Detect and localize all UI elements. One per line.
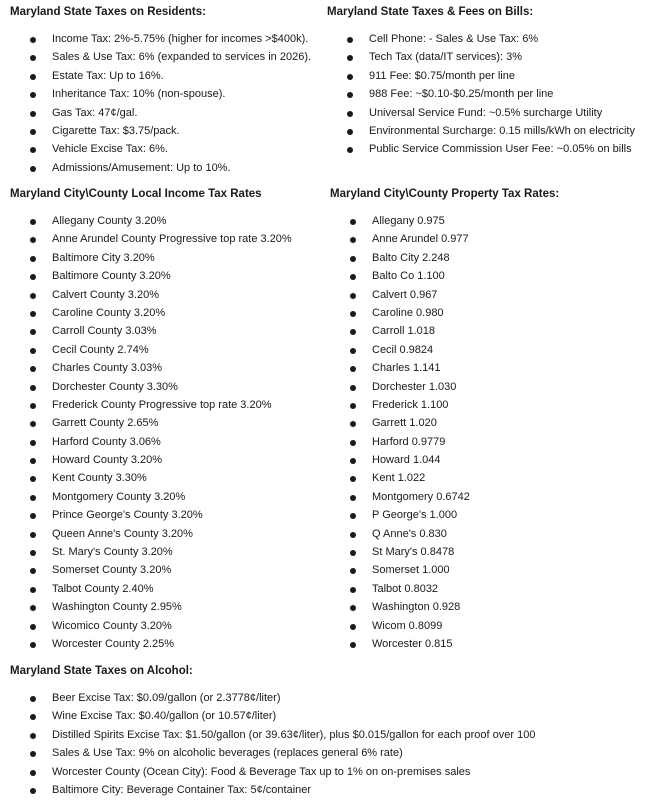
bills-taxes-list: [347, 30, 635, 159]
list-item: Cigarette Tax: $3.75/pack.: [30, 122, 311, 140]
list-item: Talbot County 2.40%: [30, 580, 292, 598]
list-item: Estate Tax: Up to 16%.: [30, 67, 311, 85]
list-item: Universal Service Fund: ~0.5% surcharge Utility: [347, 104, 635, 122]
list-item: Kent County 3.30%: [30, 469, 292, 487]
list-item: Charles 1.141: [350, 359, 470, 377]
property-tax-list: [350, 212, 470, 653]
list-item: Environmental Surcharge: 0.15 mills/kWh on electricity: [347, 122, 635, 140]
list-item: Anne Arundel 0.977: [350, 230, 470, 248]
list-item: Wicom 0.8099: [350, 617, 470, 635]
list-item: Frederick 1.100: [350, 396, 470, 414]
list-item: Calvert County 3.20%: [30, 286, 292, 304]
list-item: Washington 0.928: [350, 598, 470, 616]
list-item: St Mary's 0.8478: [350, 543, 470, 561]
list-item: Charles County 3.03%: [30, 359, 292, 377]
list-item: Income Tax: 2%-5.75% (higher for incomes >$400k).: [30, 30, 311, 48]
list-item: Howard 1.044: [350, 451, 470, 469]
list-item: Carroll 1.018: [350, 322, 470, 340]
residents-taxes-section: [10, 5, 330, 174]
list-item: Harford 0.9779: [350, 433, 470, 451]
list-item: Allegany 0.975: [350, 212, 470, 230]
list-item: Montgomery 0.6742: [350, 488, 470, 506]
bills-taxes-heading: Maryland State Taxes & Fees on Bills:: [327, 6, 534, 18]
list-item: Frederick County Progressive top rate 3.20%: [30, 396, 292, 414]
list-item: Allegany County 3.20%: [30, 212, 292, 230]
list-item: 988 Fee: ~$0.10-$0.25/month per line: [347, 85, 635, 103]
list-item: Wine Excise Tax: $0.40/gallon (or 10.57¢/liter): [30, 707, 535, 725]
list-item: Sales & Use Tax: 9% on alcoholic beverages (replaces general 6% rate): [30, 744, 535, 762]
list-item: Baltimore City 3.20%: [30, 249, 292, 267]
list-item: Garrett 1.020: [350, 414, 470, 432]
list-item: Dorchester County 3.30%: [30, 378, 292, 396]
list-item: Balto Co 1.100: [350, 267, 470, 285]
local-income-tax-section: [10, 187, 330, 650]
list-item: Howard County 3.20%: [30, 451, 292, 469]
list-item: Calvert 0.967: [350, 286, 470, 304]
residents-taxes-heading: Maryland State Taxes on Residents:: [10, 6, 206, 18]
list-item: Inheritance Tax: 10% (non-spouse).: [30, 85, 311, 103]
list-item: Dorchester 1.030: [350, 378, 470, 396]
list-item: Prince George's County 3.20%: [30, 506, 292, 524]
list-item: Caroline County 3.20%: [30, 304, 292, 322]
list-item: Talbot 0.8032: [350, 580, 470, 598]
list-item: Tech Tax (data/IT services): 3%: [347, 48, 635, 66]
alcohol-taxes-list: [30, 689, 535, 799]
local-income-tax-heading: Maryland City\County Local Income Tax Rates: [10, 188, 262, 200]
list-item: Washington County 2.95%: [30, 598, 292, 616]
list-item: Somerset 1.000: [350, 561, 470, 579]
list-item: Baltimore County 3.20%: [30, 267, 292, 285]
list-item: Wicomico County 3.20%: [30, 617, 292, 635]
list-item: Cell Phone: - Sales & Use Tax: 6%: [347, 30, 635, 48]
property-tax-section: [330, 187, 630, 650]
list-item: Queen Anne's County 3.20%: [30, 525, 292, 543]
list-item: Montgomery County 3.20%: [30, 488, 292, 506]
list-item: Sales & Use Tax: 6% (expanded to services in 2026).: [30, 48, 311, 66]
list-item: St. Mary's County 3.20%: [30, 543, 292, 561]
list-item: Anne Arundel County Progressive top rate 3.20%: [30, 230, 292, 248]
list-item: Balto City 2.248: [350, 249, 470, 267]
list-item: Admissions/Amusement: Up to 10%.: [30, 159, 311, 177]
alcohol-taxes-section: [10, 664, 651, 796]
alcohol-taxes-heading: Maryland State Taxes on Alcohol:: [10, 665, 193, 677]
list-item: Vehicle Excise Tax: 6%.: [30, 140, 311, 158]
list-item: Distilled Spirits Excise Tax: $1.50/gallon (or 39.63¢/liter), plus $0.015/gallon for each proof over 100: [30, 726, 535, 744]
bills-taxes-section: [327, 5, 651, 156]
list-item: Baltimore City: Beverage Container Tax: 5¢/container: [30, 781, 535, 799]
list-item: Public Service Commission User Fee: ~0.05% on bills: [347, 140, 635, 158]
list-item: Caroline 0.980: [350, 304, 470, 322]
list-item: Cecil 0.9824: [350, 341, 470, 359]
list-item: P George's 1.000: [350, 506, 470, 524]
list-item: Harford County 3.06%: [30, 433, 292, 451]
list-item: Worcester County (Ocean City): Food & Beverage Tax up to 1% on on-premises sales: [30, 763, 535, 781]
list-item: Worcester 0.815: [350, 635, 470, 653]
list-item: Kent 1.022: [350, 469, 470, 487]
list-item: Worcester County 2.25%: [30, 635, 292, 653]
local-income-tax-list: [30, 212, 292, 653]
list-item: Q Anne's 0.830: [350, 525, 470, 543]
list-item: Carroll County 3.03%: [30, 322, 292, 340]
list-item: Gas Tax: 47¢/gal.: [30, 104, 311, 122]
residents-taxes-list: [30, 30, 311, 177]
list-item: Somerset County 3.20%: [30, 561, 292, 579]
list-item: Cecil County 2.74%: [30, 341, 292, 359]
list-item: Garrett County 2.65%: [30, 414, 292, 432]
list-item: Beer Excise Tax: $0.09/gallon (or 2.3778¢/liter): [30, 689, 535, 707]
list-item: 911 Fee: $0.75/month per line: [347, 67, 635, 85]
property-tax-heading: Maryland City\County Property Tax Rates:: [330, 188, 560, 200]
